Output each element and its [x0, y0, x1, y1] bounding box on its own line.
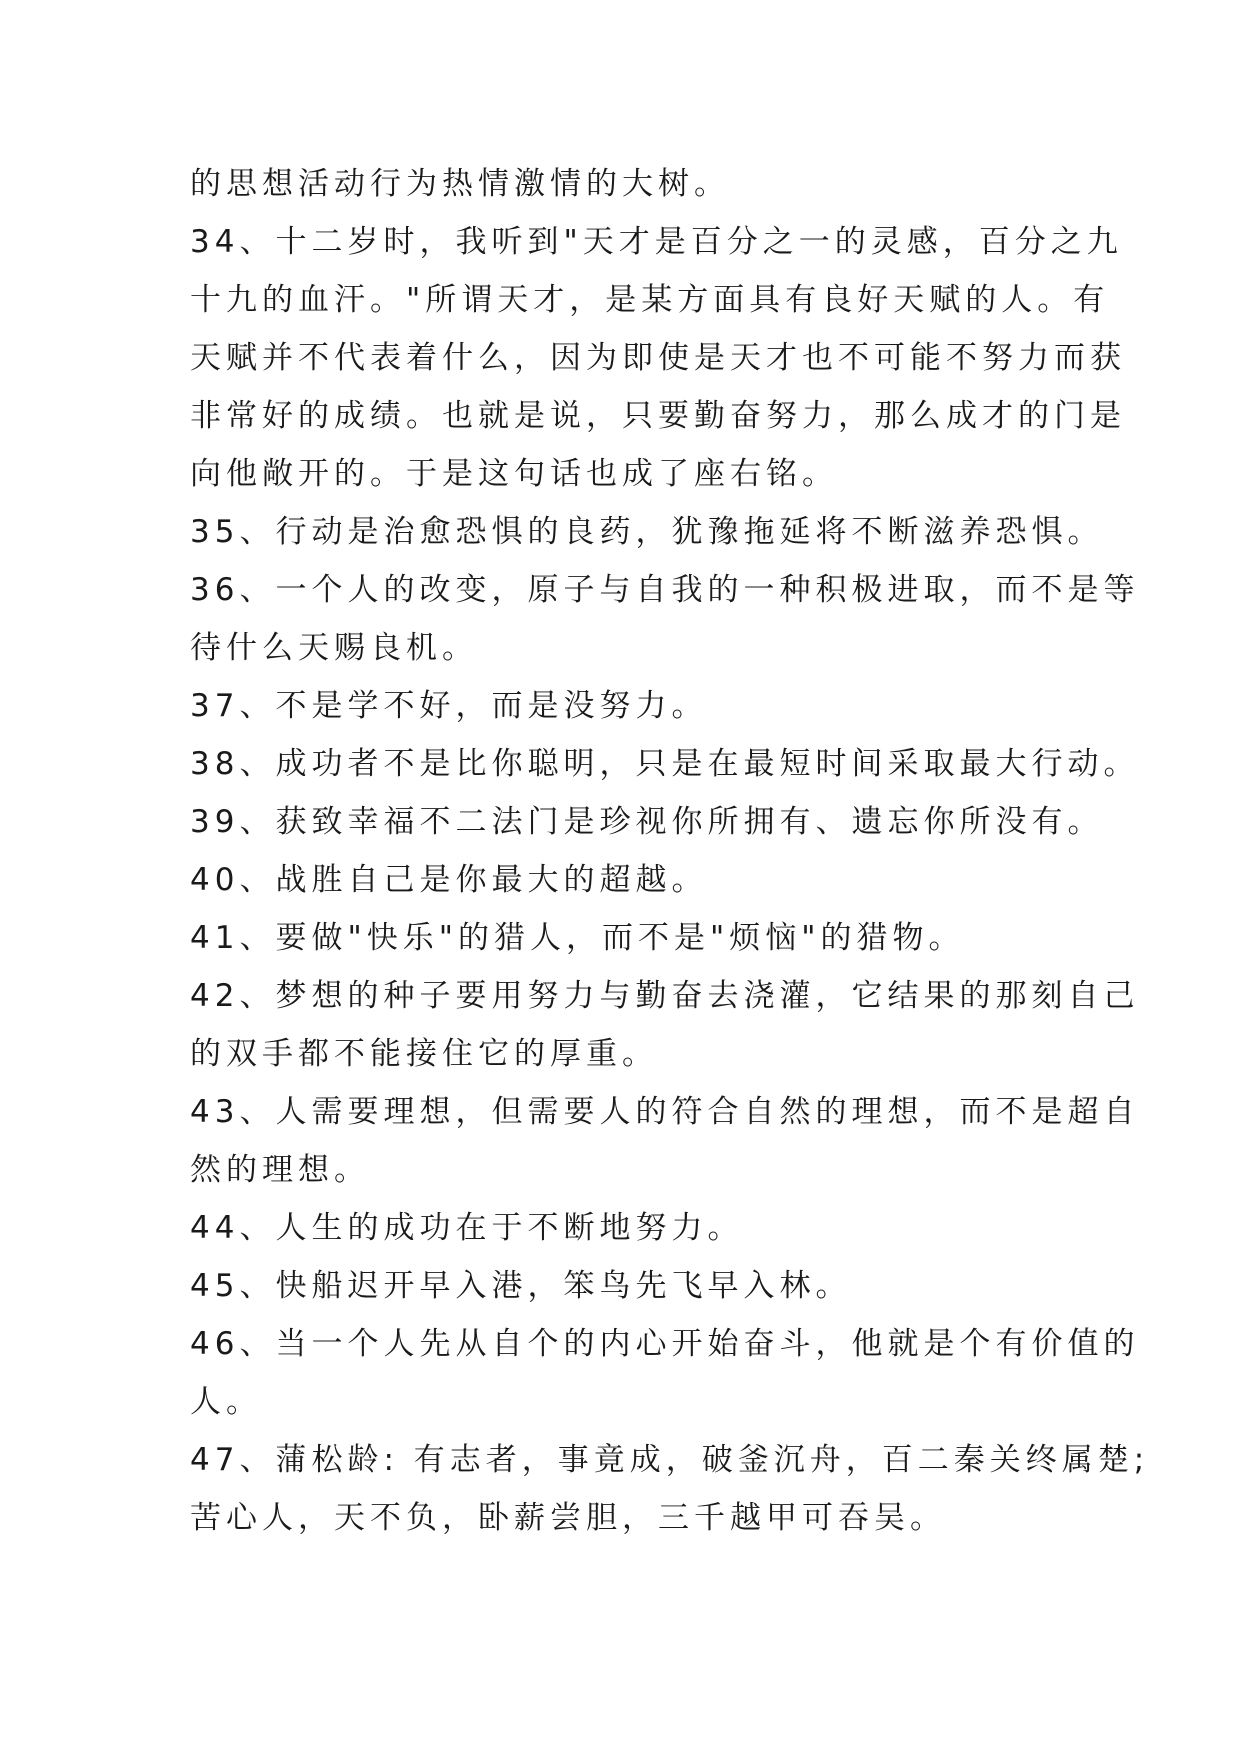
text-line: 43、人需要理想，但需要人的符合自然的理想，而不是超自: [190, 1094, 1140, 1130]
text-line: 十九的血汗。"所谓天才，是某方面具有良好天赋的人。有: [190, 282, 1110, 318]
text-line: 苦心人，天不负，卧薪尝胆，三千越甲可吞吴。: [190, 1500, 946, 1536]
text-line: 向他敞开的。于是这句话也成了座右铭。: [190, 456, 838, 492]
text-line: 然的理想。: [190, 1152, 370, 1188]
text-line: 的双手都不能接住它的厚重。: [190, 1036, 658, 1072]
text-line: 39、获致幸福不二法门是珍视你所拥有、遗忘你所没有。: [190, 804, 1104, 840]
text-line: 非常好的成绩。也就是说，只要勤奋努力，那么成才的门是: [190, 398, 1126, 434]
text-line: 34、十二岁时，我听到"天才是百分之一的灵感，百分之九: [190, 224, 1123, 260]
text-line: 46、当一个人先从自个的内心开始奋斗，他就是个有价值的: [190, 1326, 1140, 1362]
text-line: 41、要做"快乐"的猎人，而不是"烦恼"的猎物。: [190, 920, 965, 956]
text-line: 47、蒲松龄: 有志者，事竟成，破釜沉舟，百二秦关终属楚;: [190, 1442, 1150, 1478]
text-line: 37、不是学不好，而是没努力。: [190, 688, 708, 724]
text-line: 天赋并不代表着什么，因为即使是天才也不可能不努力而获: [190, 340, 1126, 376]
text-line: 38、成功者不是比你聪明，只是在最短时间采取最大行动。: [190, 746, 1140, 782]
text-line: 35、行动是治愈恐惧的良药，犹豫拖延将不断滋养恐惧。: [190, 514, 1104, 550]
text-line: 42、梦想的种子要用努力与勤奋去浇灌，它结果的那刻自己: [190, 978, 1140, 1014]
document-body: [190, 155, 1150, 1547]
text-line: 45、快船迟开早入港，笨鸟先飞早入林。: [190, 1268, 852, 1304]
text-line: 的思想活动行为热情激情的大树。: [190, 166, 730, 202]
text-line: 44、人生的成功在于不断地努力。: [190, 1210, 744, 1246]
text-line: 36、一个人的改变，原子与自我的一种积极进取，而不是等: [190, 572, 1140, 608]
text-line: 人。: [190, 1384, 262, 1420]
text-line: 40、战胜自己是你最大的超越。: [190, 862, 708, 898]
text-line: 待什么天赐良机。: [190, 630, 478, 666]
